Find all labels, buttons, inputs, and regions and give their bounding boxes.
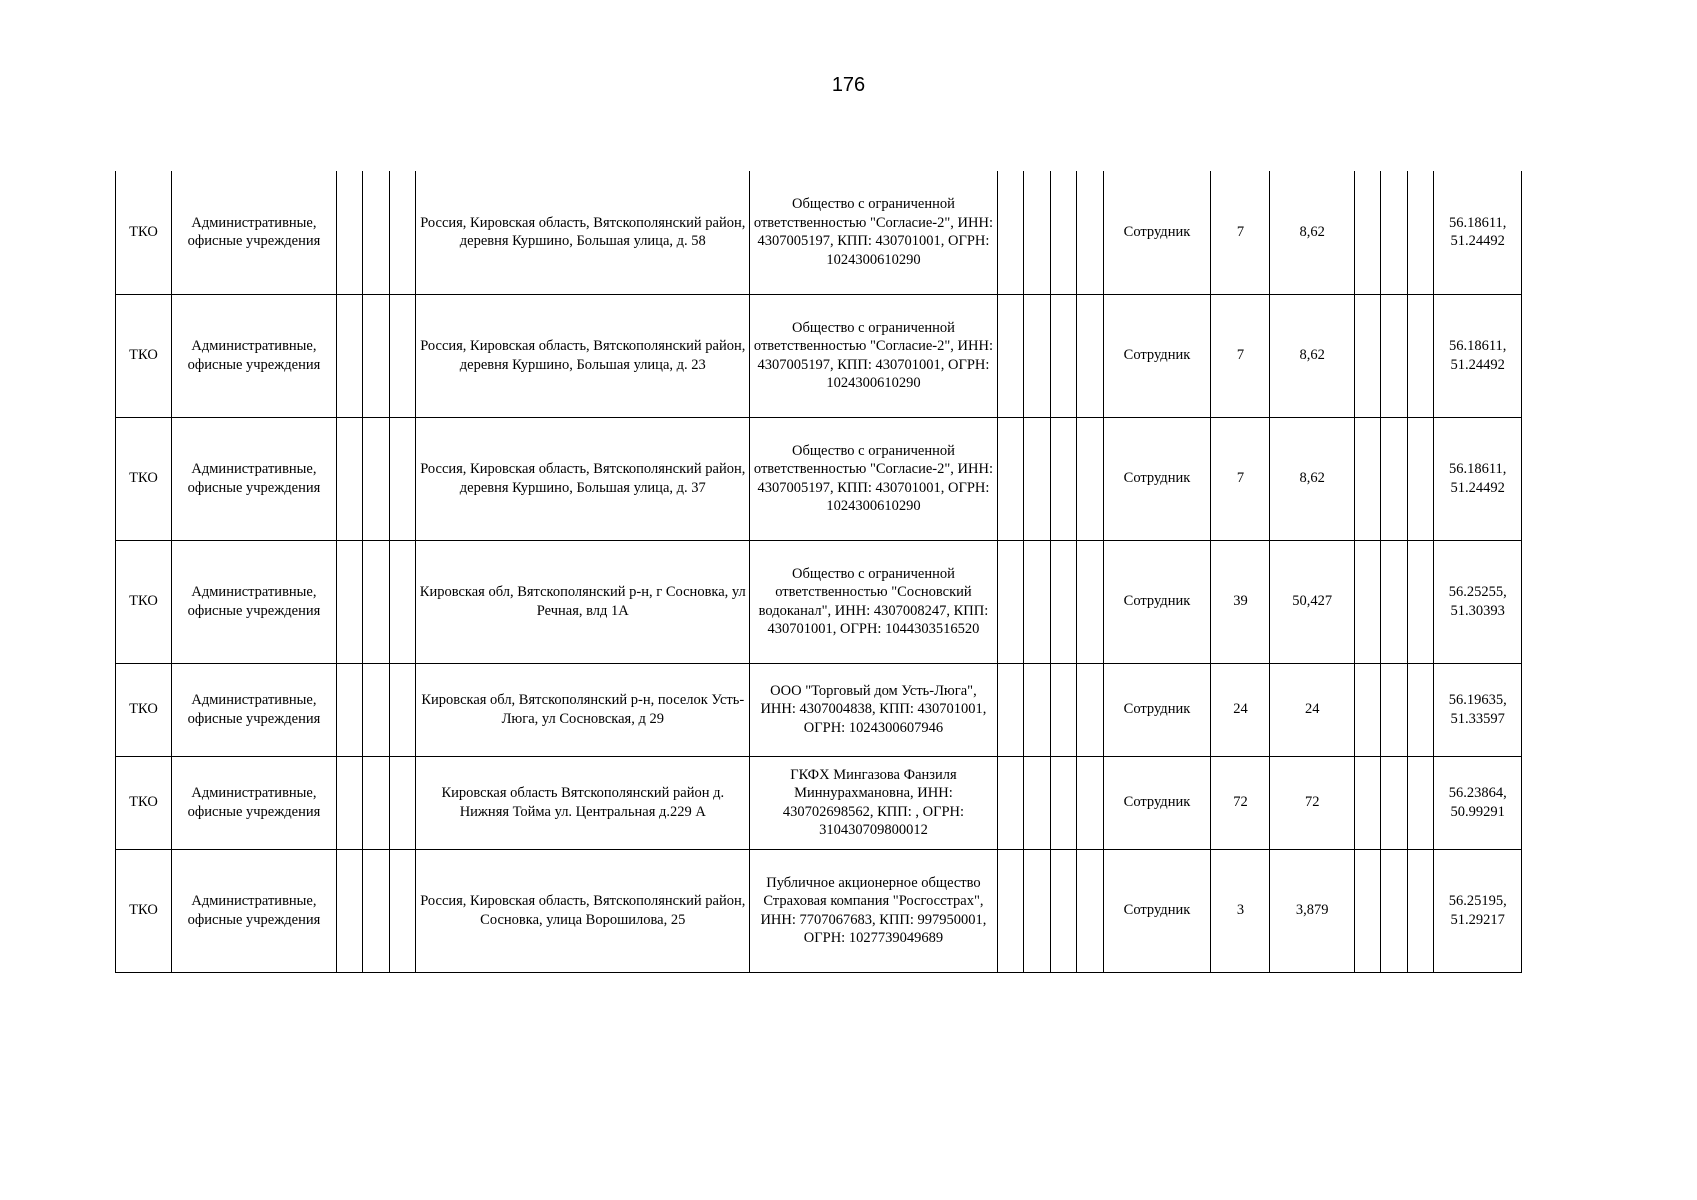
empty-cell	[1407, 294, 1433, 417]
empty-cell	[1407, 171, 1433, 294]
table-row	[116, 663, 1522, 756]
empty-cell	[1354, 171, 1380, 294]
coordinates-cell	[1434, 171, 1522, 294]
empty-cell	[389, 294, 415, 417]
empty-cell	[1077, 294, 1103, 417]
empty-cell	[1407, 663, 1433, 756]
empty-cell	[1077, 756, 1103, 849]
page-number: 176	[831, 74, 866, 96]
unit-cell: Сотрудник	[1103, 756, 1211, 849]
empty-cell	[1050, 294, 1076, 417]
category-cell: Административные, офисные учреждения	[171, 540, 336, 663]
empty-cell	[1024, 663, 1050, 756]
waste-type-cell: ТКО	[116, 663, 172, 756]
organization-cell: Общество с ограниченной ответственностью "Согласие-2", ИНН: 4307005197, КПП: 430701001, ОГРН: 1024300610290	[750, 294, 997, 417]
empty-cell	[1050, 540, 1076, 663]
coordinate-latitude: 56.18611,	[1448, 214, 1507, 231]
count-cell: 7	[1211, 171, 1270, 294]
empty-cell	[363, 417, 389, 540]
empty-cell	[997, 756, 1023, 849]
volume-cell: 24	[1270, 663, 1355, 756]
volume-cell: 8,62	[1270, 417, 1355, 540]
category-cell: Административные, офисные учреждения	[171, 756, 336, 849]
empty-cell	[1024, 756, 1050, 849]
waste-type-cell: ТКО	[116, 171, 172, 294]
organization-cell: ООО "Торговый дом Усть-Люга", ИНН: 4307004838, КПП: 430701001, ОГРН: 1024300607946	[750, 663, 997, 756]
waste-type-cell: ТКО	[116, 294, 172, 417]
coordinates-cell	[1434, 540, 1522, 663]
empty-cell	[1050, 849, 1076, 972]
coordinate-longitude: 51.24492	[1450, 233, 1505, 250]
coordinate-latitude: 56.23864,	[1448, 785, 1507, 801]
coordinates-cell	[1434, 663, 1522, 756]
empty-cell	[1354, 417, 1380, 540]
table-row	[116, 540, 1522, 663]
empty-cell	[1050, 417, 1076, 540]
empty-cell	[1024, 417, 1050, 540]
address-cell: Россия, Кировская область, Вятскополянский район, Сосновка, улица Ворошилова, 25	[416, 849, 750, 972]
address-cell: Россия, Кировская область, Вятскополянский район, деревня Куршино, Большая улица, д. 58	[416, 171, 750, 294]
empty-cell	[1024, 849, 1050, 972]
coordinate-latitude: 56.25255,	[1448, 584, 1507, 600]
table-row	[116, 294, 1522, 417]
coordinates-cell	[1434, 849, 1522, 972]
empty-cell	[363, 294, 389, 417]
empty-cell	[1050, 171, 1076, 294]
table-row	[116, 756, 1522, 849]
empty-cell	[1024, 171, 1050, 294]
empty-cell	[1407, 756, 1433, 849]
empty-cell	[1077, 171, 1103, 294]
coordinate-longitude: 51.24492	[1450, 356, 1505, 373]
empty-cell	[363, 171, 389, 294]
table-row	[116, 171, 1522, 294]
empty-cell	[1407, 540, 1433, 663]
coordinate-longitude: 51.30393	[1450, 602, 1505, 619]
unit-cell: Сотрудник	[1103, 294, 1211, 417]
waste-registry-table	[115, 171, 1522, 973]
volume-cell: 8,62	[1270, 294, 1355, 417]
category-cell: Административные, офисные учреждения	[171, 294, 336, 417]
coordinate-longitude: 51.33597	[1450, 710, 1505, 727]
empty-cell	[1381, 417, 1407, 540]
empty-cell	[1381, 756, 1407, 849]
waste-type-cell: ТКО	[116, 540, 172, 663]
coordinate-longitude: 51.24492	[1450, 479, 1505, 496]
empty-cell	[389, 540, 415, 663]
empty-cell	[1381, 540, 1407, 663]
count-cell: 39	[1211, 540, 1270, 663]
organization-cell: Общество с ограниченной ответственностью "Согласие-2", ИНН: 4307005197, КПП: 430701001, ОГРН: 1024300610290	[750, 171, 997, 294]
empty-cell	[1024, 540, 1050, 663]
coordinate-latitude: 56.18611,	[1448, 338, 1507, 354]
empty-cell	[336, 756, 362, 849]
organization-cell: Общество с ограниченной ответственностью "Согласие-2", ИНН: 4307005197, КПП: 430701001, ОГРН: 1024300610290	[750, 417, 997, 540]
coordinate-latitude: 56.19635,	[1448, 692, 1507, 708]
empty-cell	[997, 849, 1023, 972]
count-cell: 7	[1211, 417, 1270, 540]
address-cell: Кировская обл, Вятскополянский р-н, г Сосновка, ул Речная, влд 1А	[416, 540, 750, 663]
empty-cell	[389, 849, 415, 972]
empty-cell	[1381, 294, 1407, 417]
empty-cell	[1024, 294, 1050, 417]
empty-cell	[1354, 294, 1380, 417]
organization-cell: Публичное акционерное общество Страховая компания "Росгосстрах", ИНН: 7707067683, КПП: 997950001, ОГРН: 1027739049689	[750, 849, 997, 972]
table-row	[116, 849, 1522, 972]
empty-cell	[1050, 756, 1076, 849]
empty-cell	[1354, 540, 1380, 663]
empty-cell	[1050, 663, 1076, 756]
waste-type-cell: ТКО	[116, 756, 172, 849]
coordinate-longitude: 50.99291	[1450, 803, 1505, 820]
empty-cell	[1407, 849, 1433, 972]
coordinate-longitude: 51.29217	[1450, 911, 1505, 928]
category-cell: Административные, офисные учреждения	[171, 417, 336, 540]
empty-cell	[1077, 417, 1103, 540]
empty-cell	[1077, 849, 1103, 972]
empty-cell	[336, 294, 362, 417]
coordinate-latitude: 56.18611,	[1448, 461, 1507, 477]
empty-cell	[1381, 171, 1407, 294]
volume-cell: 3,879	[1270, 849, 1355, 972]
empty-cell	[1381, 663, 1407, 756]
empty-cell	[997, 171, 1023, 294]
unit-cell: Сотрудник	[1103, 540, 1211, 663]
empty-cell	[997, 417, 1023, 540]
address-cell: Кировская область Вятскополянский район д. Нижняя Тойма ул. Центральная д.229 А	[416, 756, 750, 849]
address-cell: Россия, Кировская область, Вятскополянский район, деревня Куршино, Большая улица, д. 23	[416, 294, 750, 417]
count-cell: 3	[1211, 849, 1270, 972]
count-cell: 72	[1211, 756, 1270, 849]
category-cell: Административные, офисные учреждения	[171, 663, 336, 756]
empty-cell	[363, 756, 389, 849]
empty-cell	[389, 417, 415, 540]
empty-cell	[997, 294, 1023, 417]
count-cell: 7	[1211, 294, 1270, 417]
empty-cell	[363, 663, 389, 756]
empty-cell	[1354, 756, 1380, 849]
empty-cell	[336, 171, 362, 294]
empty-cell	[336, 540, 362, 663]
table-row	[116, 417, 1522, 540]
empty-cell	[1381, 849, 1407, 972]
category-cell: Административные, офисные учреждения	[171, 849, 336, 972]
unit-cell: Сотрудник	[1103, 663, 1211, 756]
volume-cell: 50,427	[1270, 540, 1355, 663]
empty-cell	[1354, 849, 1380, 972]
empty-cell	[997, 540, 1023, 663]
count-cell: 24	[1211, 663, 1270, 756]
empty-cell	[363, 540, 389, 663]
unit-cell: Сотрудник	[1103, 849, 1211, 972]
empty-cell	[1077, 663, 1103, 756]
address-cell: Россия, Кировская область, Вятскополянский район, деревня Куршино, Большая улица, д. 37	[416, 417, 750, 540]
empty-cell	[389, 171, 415, 294]
coordinates-cell	[1434, 417, 1522, 540]
empty-cell	[1407, 417, 1433, 540]
volume-cell: 72	[1270, 756, 1355, 849]
empty-cell	[336, 663, 362, 756]
category-cell: Административные, офисные учреждения	[171, 171, 336, 294]
organization-cell: ГКФХ Мингазова Фанзиля Миннурахмановна, ИНН: 430702698562, КПП: , ОГРН: 310430709800012	[750, 756, 997, 849]
empty-cell	[1077, 540, 1103, 663]
coordinate-latitude: 56.25195,	[1448, 893, 1507, 909]
empty-cell	[997, 663, 1023, 756]
coordinates-cell	[1434, 294, 1522, 417]
waste-type-cell: ТКО	[116, 849, 172, 972]
empty-cell	[363, 849, 389, 972]
waste-type-cell: ТКО	[116, 417, 172, 540]
empty-cell	[336, 417, 362, 540]
address-cell: Кировская обл, Вятскополянский р-н, поселок Усть-Люга, ул Сосновская, д 29	[416, 663, 750, 756]
unit-cell: Сотрудник	[1103, 171, 1211, 294]
volume-cell: 8,62	[1270, 171, 1355, 294]
unit-cell: Сотрудник	[1103, 417, 1211, 540]
empty-cell	[336, 849, 362, 972]
empty-cell	[1354, 663, 1380, 756]
empty-cell	[389, 663, 415, 756]
coordinates-cell	[1434, 756, 1522, 849]
organization-cell: Общество с ограниченной ответственностью "Сосновский водоканал", ИНН: 4307008247, КПП: 430701001, ОГРН: 1044303516520	[750, 540, 997, 663]
empty-cell	[389, 756, 415, 849]
